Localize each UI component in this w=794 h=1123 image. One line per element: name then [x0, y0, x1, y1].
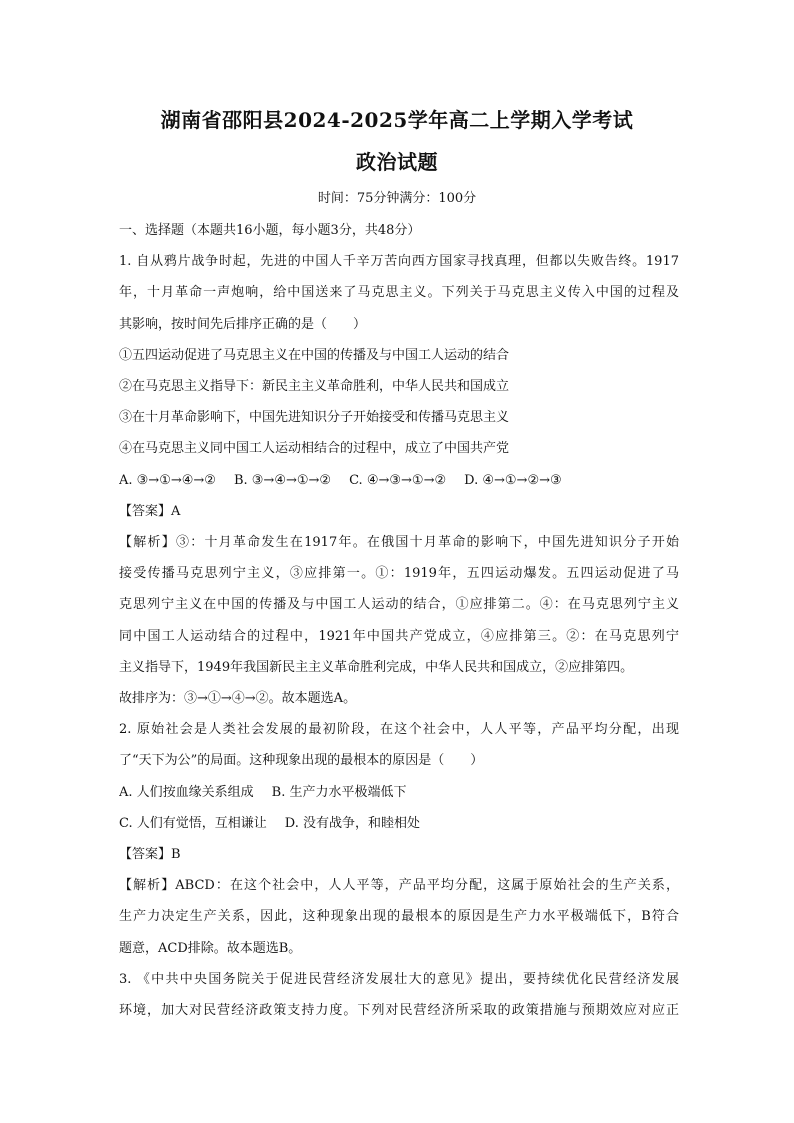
q1-option-a: A. ③→①→④→② [119, 472, 216, 488]
q1-item-2: ②在马克思主义指导下：新民主主义革命胜利，中华人民共和国成立 [119, 379, 510, 395]
q2-option-d: D. 没有战争，和睦相处 [284, 815, 420, 831]
q1-answer: 【答案】A [119, 503, 181, 519]
q1-option-c: C. ④→③→①→② [349, 472, 447, 488]
q2-analysis-line-1: 【解析】ABCD：在这个社会中，人人平等，产品平均分配，这属于原始社会的生产关系， [119, 878, 679, 894]
q2-stem-line-1: 2. 原始社会是人类社会发展的最初阶段，在这个社会中，人人平等，产品平均分配，出现 [119, 722, 679, 738]
q2-options-row-2 [119, 808, 679, 839]
q1-options [119, 465, 679, 496]
q1-stem-line-2: 年，十月革命一声炮响，给中国送来了马克思主义。下列关于马克思主义传入中国的过程及 [119, 285, 679, 301]
q2-option-c: C. 人们有觉悟，互相谦让 [119, 815, 267, 831]
q1-analysis-line-2: 接受传播马克思列宁主义，③应排第一。①：1919年，五四运动爆发。五四运动促进了马 [119, 566, 679, 582]
q1-analysis-line-3: 克思列宁主义在中国的传播及与中国工人运动的结合，①应排第二。④：在马克思列宁主义 [119, 597, 679, 613]
exam-content [119, 215, 679, 1026]
q1-analysis-line-5: 主义指导下，1949年我国新民主主义革命胜利完成，中华人民共和国成立，②应排第四。 [119, 659, 634, 675]
q1-stem-line-1: 1. 自从鸦片战争时起，先进的中国人千辛万苦向西方国家寻找真理，但都以失败告终。1917 [119, 254, 679, 270]
q2-stem-line-2: 了“天下为公”的局面。这种现象出现的最根本的原因是（ ） [119, 753, 484, 769]
q2-analysis-line-3: 题意，ACD排除。故本题选B。 [119, 940, 302, 956]
exam-subject: 政治试题 [356, 150, 438, 174]
q2-analysis-line-2: 生产力决定生产关系，因此，这种现象出现的最根本的原因是生产力水平极端低下，B符合 [119, 909, 679, 925]
q1-item-4: ④在马克思主义同中国工人运动相结合的过程中，成立了中国共产党 [119, 441, 510, 457]
q1-analysis-line-4: 同中国工人运动结合的过程中，1921年中国共产党成立，④应排第三。②：在马克思列宁 [119, 628, 679, 644]
q1-stem-line-3: 其影响，按时间先后排序正确的是（ ） [119, 316, 367, 332]
section-heading: 一、选择题（本题共16小题，每小题3分，共48分） [119, 223, 421, 238]
q2-option-b: B. 生产力水平极端低下 [271, 784, 407, 800]
q1-option-d: D. ④→①→②→③ [464, 472, 562, 488]
q3-stem-line-2: 环境，加大对民营经济政策支持力度。下列对民营经济所采取的政策措施与预期效应对应正 [119, 1003, 679, 1019]
q2-options-row-1 [119, 777, 679, 808]
q2-option-a: A. 人们按血缘关系组成 [119, 784, 254, 800]
q2-answer: 【答案】B [119, 847, 181, 863]
q1-analysis-line-6: 故排序为：③→①→④→②。故本题选A。 [119, 691, 357, 707]
exam-title: 湖南省邵阳县2024-2025学年高二上学期入学考试 [160, 108, 634, 132]
q1-item-3: ③在十月革命影响下，中国先进知识分子开始接受和传播马克思主义 [119, 410, 510, 426]
q1-option-b: B. ③→④→①→② [233, 472, 332, 488]
exam-meta: 时间：75分钟满分：100分 [317, 191, 477, 206]
q1-item-1: ①五四运动促进了马克思主义在中国的传播及与中国工人运动的结合 [119, 347, 510, 363]
q3-stem-line-1: 3. 《中共中央国务院关于促进民营经济发展壮大的意见》提出，要持续优化民营经济发展 [119, 971, 679, 987]
q1-analysis-line-1: 【解析】③：十月革命发生在1917年。在俄国十月革命的影响下，中国先进知识分子开始 [119, 535, 679, 551]
